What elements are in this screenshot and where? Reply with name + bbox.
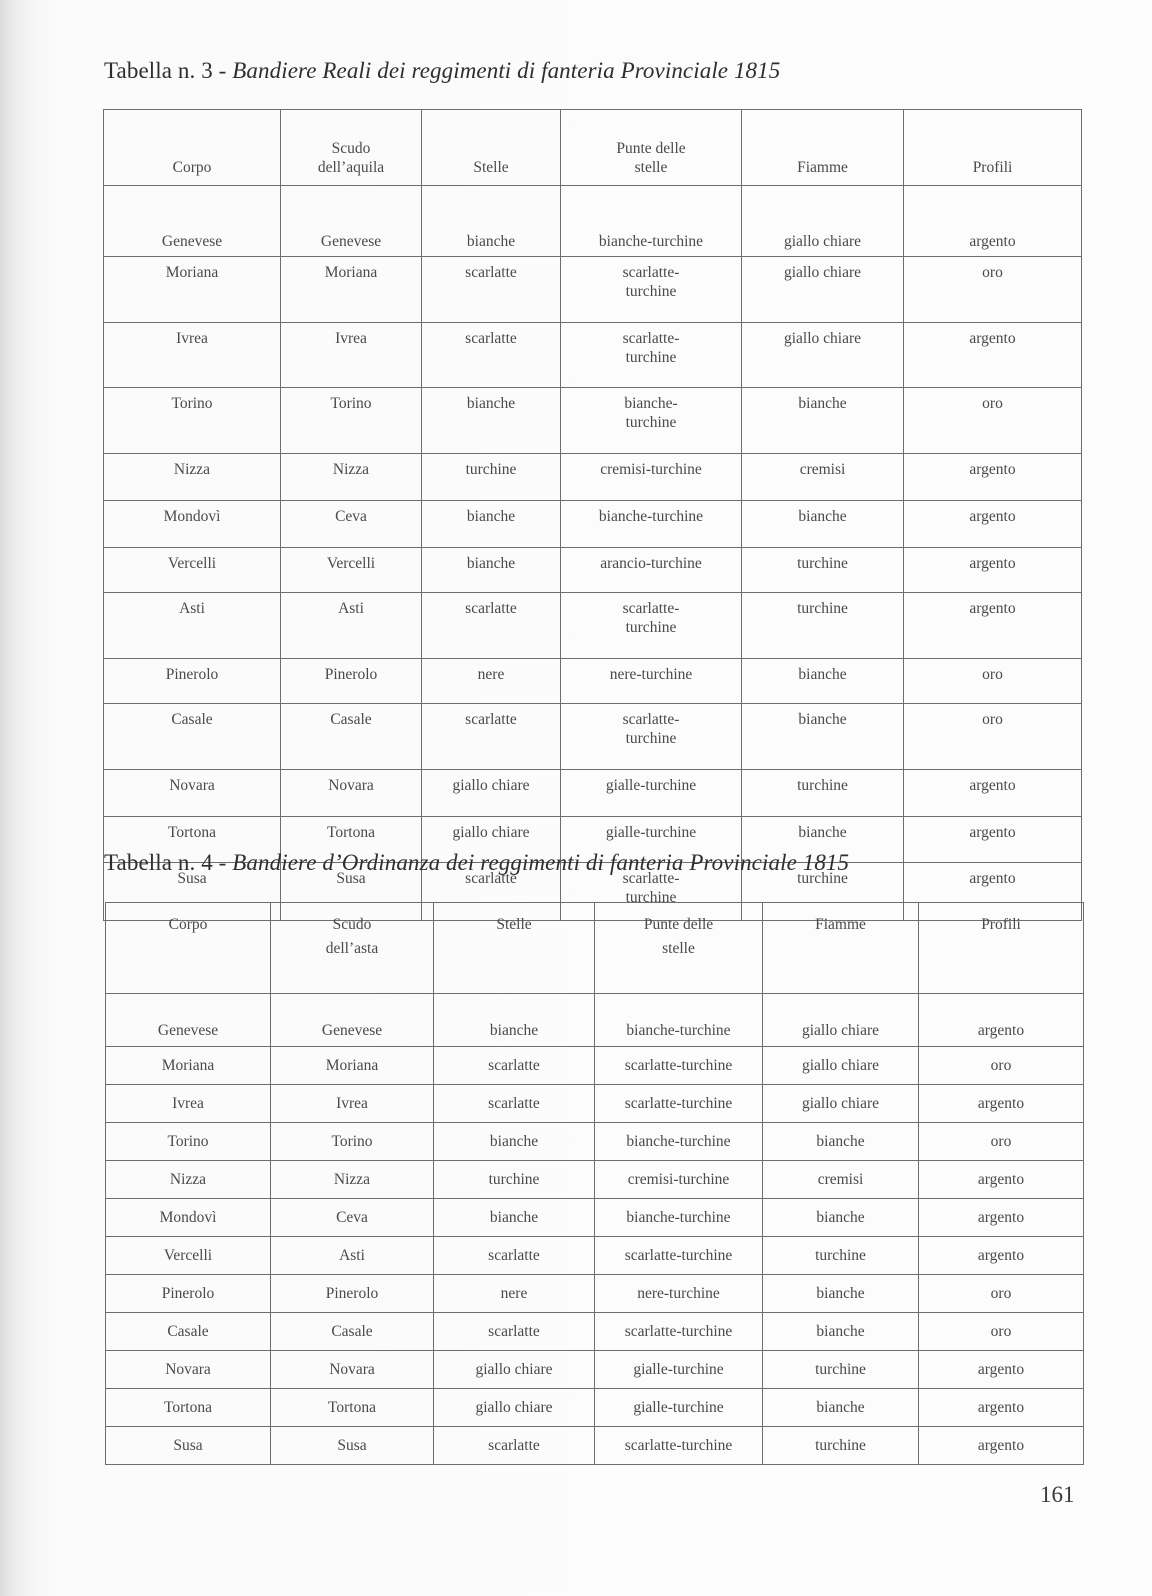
table-cell: Casale [281, 704, 422, 770]
table-3-body [104, 186, 1082, 921]
table-cell: giallo chiare [763, 994, 919, 1047]
table-cell: oro [904, 257, 1082, 323]
column-header: Punte delle stelle [561, 110, 742, 186]
table-cell: Moriana [106, 1047, 271, 1085]
table-cell: Moriana [281, 257, 422, 323]
table-cell: Mondovì [106, 1199, 271, 1237]
table-cell: scarlatte [434, 1313, 595, 1351]
table-cell: Genevese [104, 186, 281, 257]
table-cell: scarlatte [422, 593, 561, 659]
table-cell: argento [919, 1427, 1084, 1465]
table-cell: argento [919, 994, 1084, 1047]
table-cell: Torino [106, 1123, 271, 1161]
table-cell: bianche [763, 1313, 919, 1351]
table-cell: Moriana [271, 1047, 434, 1085]
table-cell: bianche [422, 548, 561, 593]
table-cell: argento [919, 1199, 1084, 1237]
table-cell: Tortona [271, 1389, 434, 1427]
column-header: Stelle [434, 903, 595, 994]
table-cell: argento [904, 770, 1082, 817]
table-row [104, 454, 1082, 501]
table-cell: cremisi [742, 454, 904, 501]
table-3 [103, 109, 1082, 921]
table-cell: giallo chiare [422, 817, 561, 863]
table-cell: Mondovì [104, 501, 281, 548]
table-cell: Asti [281, 593, 422, 659]
table-cell: scarlatte-turchine [595, 1313, 763, 1351]
table-cell: Asti [104, 593, 281, 659]
table-cell: giallo chiare [422, 770, 561, 817]
table-cell: nere-turchine [561, 659, 742, 704]
table-cell: Pinerolo [271, 1275, 434, 1313]
table-cell: Nizza [106, 1161, 271, 1199]
table-row [106, 1351, 1084, 1389]
table-cell: argento [919, 1351, 1084, 1389]
column-header: Scudo dell’aquila [281, 110, 422, 186]
table-3-header [104, 110, 1082, 186]
table-cell: Ivrea [104, 323, 281, 388]
table-cell: bianche [434, 994, 595, 1047]
table-cell: scarlatte-turchine [595, 1427, 763, 1465]
table-cell: scarlatte [434, 1237, 595, 1275]
table-row [104, 257, 1082, 323]
table-cell: scarlatte-turchine [595, 1085, 763, 1123]
table-cell: argento [919, 1161, 1084, 1199]
table-cell: turchine [742, 770, 904, 817]
table-row [106, 1085, 1084, 1123]
table-cell: Tortona [104, 817, 281, 863]
table-cell: bianche-turchine [595, 1199, 763, 1237]
table-row [106, 1275, 1084, 1313]
table-row [106, 1047, 1084, 1085]
table-cell: oro [919, 1123, 1084, 1161]
table-row [104, 659, 1082, 704]
table-row [104, 704, 1082, 770]
table-cell: Tortona [281, 817, 422, 863]
table-cell: argento [904, 817, 1082, 863]
table-cell: Asti [271, 1237, 434, 1275]
table-cell: gialle-turchine [595, 1351, 763, 1389]
table-row [104, 593, 1082, 659]
table-cell: oro [919, 1047, 1084, 1085]
table-row [104, 770, 1082, 817]
table-cell: bianche-turchine [595, 994, 763, 1047]
table-cell: scarlatte [422, 863, 561, 921]
table-cell: Casale [104, 704, 281, 770]
table-cell: bianche [422, 388, 561, 454]
table-cell: scarlatte- turchine [561, 863, 742, 921]
table-cell: argento [904, 454, 1082, 501]
table-cell: bianche-turchine [595, 1123, 763, 1161]
table-cell: bianche [422, 501, 561, 548]
table-row [106, 1237, 1084, 1275]
table-cell: turchine [742, 548, 904, 593]
table-cell: Moriana [104, 257, 281, 323]
table-cell: Novara [106, 1351, 271, 1389]
table-cell: turchine [763, 1237, 919, 1275]
table-cell: scarlatte [434, 1085, 595, 1123]
table-cell: Ceva [281, 501, 422, 548]
table-cell: bianche [434, 1199, 595, 1237]
table-cell: scarlatte- turchine [561, 704, 742, 770]
table-cell: oro [904, 704, 1082, 770]
table-cell: scarlatte [422, 257, 561, 323]
table-4-caption [104, 850, 849, 876]
table-cell: gialle-turchine [595, 1389, 763, 1427]
table-cell: bianche [742, 659, 904, 704]
table-cell: giallo chiare [742, 257, 904, 323]
column-header: Profili [919, 903, 1084, 994]
table-cell: argento [904, 323, 1082, 388]
table-cell: Ivrea [271, 1085, 434, 1123]
table-cell: bianche [763, 1275, 919, 1313]
table-cell: scarlatte [422, 323, 561, 388]
table-row [106, 1161, 1084, 1199]
table-cell: Casale [106, 1313, 271, 1351]
column-header: Corpo [104, 110, 281, 186]
table-cell: argento [919, 1389, 1084, 1427]
page-number: 161 [1040, 1482, 1075, 1507]
table-cell: gialle-turchine [561, 770, 742, 817]
table-cell: argento [904, 593, 1082, 659]
column-header: Punte delle stelle [595, 903, 763, 994]
table-cell: arancio-turchine [561, 548, 742, 593]
table-row [104, 548, 1082, 593]
table-cell: scarlatte [434, 1427, 595, 1465]
table-cell: Ivrea [281, 323, 422, 388]
table-row [106, 1389, 1084, 1427]
table-row [106, 1123, 1084, 1161]
table-cell: giallo chiare [742, 186, 904, 257]
table-cell: Novara [281, 770, 422, 817]
column-header: Corpo [106, 903, 271, 994]
table-cell: argento [904, 501, 1082, 548]
table-cell: scarlatte- turchine [561, 323, 742, 388]
table-cell: Pinerolo [104, 659, 281, 704]
table-cell: Genevese [106, 994, 271, 1047]
table-cell: argento [904, 548, 1082, 593]
table-cell: scarlatte [422, 704, 561, 770]
table-cell: Nizza [104, 454, 281, 501]
table-cell: Casale [271, 1313, 434, 1351]
table-cell: scarlatte- turchine [561, 257, 742, 323]
table-row [104, 186, 1082, 257]
table-row [106, 994, 1084, 1047]
table-cell: giallo chiare [763, 1085, 919, 1123]
table-cell: cremisi-turchine [561, 454, 742, 501]
table-cell: Genevese [281, 186, 422, 257]
table-cell: bianche-turchine [561, 501, 742, 548]
table-cell: Genevese [271, 994, 434, 1047]
table-cell: bianche [434, 1123, 595, 1161]
table-cell: Torino [271, 1123, 434, 1161]
table-cell: turchine [742, 863, 904, 921]
table-cell: turchine [422, 454, 561, 501]
column-header: Fiamme [742, 110, 904, 186]
table-cell: bianche- turchine [561, 388, 742, 454]
table-cell: Vercelli [106, 1237, 271, 1275]
table-row [106, 1199, 1084, 1237]
table-cell: giallo chiare [434, 1389, 595, 1427]
column-header: Profili [904, 110, 1082, 186]
table-cell: bianche [742, 817, 904, 863]
table-cell: bianche [742, 704, 904, 770]
table-cell: cremisi [763, 1161, 919, 1199]
table-3-caption [104, 58, 780, 84]
table-cell: Ceva [271, 1199, 434, 1237]
column-header: Scudo dell’asta [271, 903, 434, 994]
column-header: Stelle [422, 110, 561, 186]
table-cell: scarlatte-turchine [595, 1237, 763, 1275]
column-header: Fiamme [763, 903, 919, 994]
table-cell: Torino [281, 388, 422, 454]
table-cell: scarlatte-turchine [595, 1047, 763, 1085]
table-cell: oro [919, 1275, 1084, 1313]
table-cell: giallo chiare [763, 1047, 919, 1085]
table-cell: oro [904, 388, 1082, 454]
table-cell: oro [904, 659, 1082, 704]
table-cell: turchine [763, 1427, 919, 1465]
table-cell: scarlatte- turchine [561, 593, 742, 659]
table-row [104, 388, 1082, 454]
table-cell: Nizza [281, 454, 422, 501]
table-cell: argento [904, 186, 1082, 257]
table-cell: cremisi-turchine [595, 1161, 763, 1199]
table-cell: turchine [742, 593, 904, 659]
table-cell: nere-turchine [595, 1275, 763, 1313]
table-cell: Susa [104, 863, 281, 921]
table-4-caption-prefix: Tabella n. 4 - [104, 850, 233, 875]
table-cell: gialle-turchine [561, 817, 742, 863]
table-cell: bianche [763, 1123, 919, 1161]
table-cell: Ivrea [106, 1085, 271, 1123]
table-3-caption-prefix: Tabella n. 3 - [104, 58, 233, 83]
table-4-body [106, 994, 1084, 1465]
table-cell: giallo chiare [434, 1351, 595, 1389]
table-cell: bianche [763, 1199, 919, 1237]
table-cell: nere [434, 1275, 595, 1313]
table-cell: Novara [104, 770, 281, 817]
table-cell: nere [422, 659, 561, 704]
table-cell: Nizza [271, 1161, 434, 1199]
table-cell: Vercelli [281, 548, 422, 593]
table-4-header [106, 903, 1084, 994]
table-3-caption-title: Bandiere Reali dei reggimenti di fanteria Provinciale 1815 [232, 58, 781, 83]
table-cell: bianche [742, 501, 904, 548]
table-cell: turchine [434, 1161, 595, 1199]
table-row [104, 501, 1082, 548]
table-cell: argento [919, 1237, 1084, 1275]
table-cell: scarlatte [434, 1047, 595, 1085]
table-cell: Susa [106, 1427, 271, 1465]
table-cell: bianche [763, 1389, 919, 1427]
table-4-caption-title: Bandiere d’Ordinanza dei reggimenti di fanteria Provinciale 1815 [232, 850, 850, 875]
table-cell: Susa [281, 863, 422, 921]
table-row [104, 323, 1082, 388]
table-cell: Tortona [106, 1389, 271, 1427]
table-cell: argento [904, 863, 1082, 921]
table-cell: Susa [271, 1427, 434, 1465]
table-cell: bianche-turchine [561, 186, 742, 257]
table-cell: argento [919, 1085, 1084, 1123]
table-row [106, 1313, 1084, 1351]
table-cell: oro [919, 1313, 1084, 1351]
table-cell: turchine [763, 1351, 919, 1389]
table-cell: Vercelli [104, 548, 281, 593]
table-cell: Pinerolo [106, 1275, 271, 1313]
table-cell: Pinerolo [281, 659, 422, 704]
table-row [106, 1427, 1084, 1465]
table-cell: Novara [271, 1351, 434, 1389]
table-cell: Torino [104, 388, 281, 454]
table-cell: giallo chiare [742, 323, 904, 388]
table-cell: bianche [742, 388, 904, 454]
table-cell: bianche [422, 186, 561, 257]
table-4 [105, 902, 1084, 1465]
